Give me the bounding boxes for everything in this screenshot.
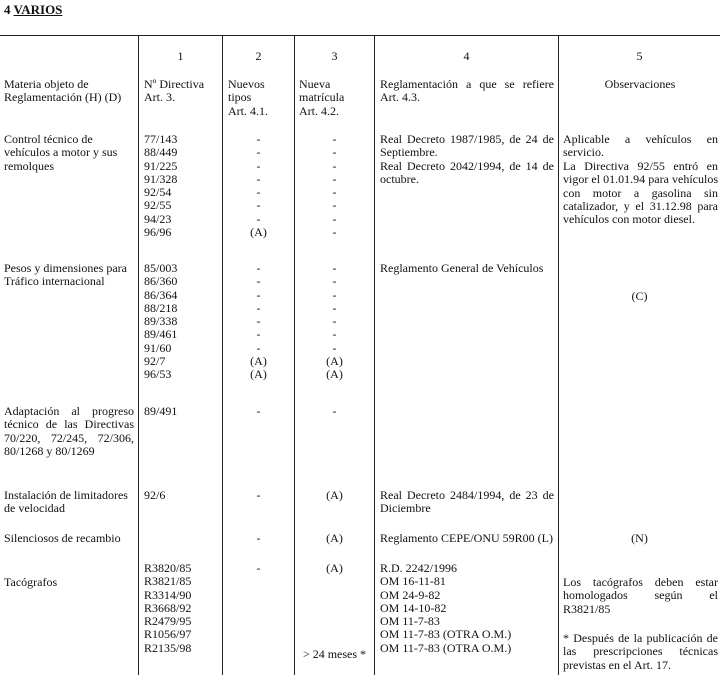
nueva-matricula-item: (A) [326, 367, 343, 382]
nueva-matricula-item: - [332, 185, 337, 200]
directiva-item: 94/23 [144, 211, 172, 226]
directiva-item: R3314/90 [144, 587, 192, 602]
nuevos-tipos-item: - [256, 274, 261, 289]
row-materia: Instalación de limitadores de velocidad [4, 488, 128, 516]
directiva-item: 89/461 [144, 327, 178, 342]
nuevos-tipos-item: - [256, 158, 261, 173]
observaciones-text: Los tacógrafos deben estar homologados según el R3821/85 [563, 575, 718, 616]
column-number-2: 2 [255, 49, 262, 63]
directiva-item: 96/53 [144, 367, 172, 382]
column-number-1: 1 [177, 49, 184, 63]
column-divider-5 [558, 35, 559, 675]
nuevos-tipos-item: - [256, 132, 261, 146]
nueva-matricula-item: (A) [326, 531, 343, 545]
header-observaciones: Observaciones [604, 77, 676, 91]
column-divider-1 [138, 35, 139, 675]
nuevos-tipos-item: - [256, 327, 261, 342]
nueva-matricula-item: - [332, 225, 337, 240]
observaciones-text: (C) [631, 289, 648, 303]
nuevos-tipos-item: (A) [250, 367, 267, 382]
nuevos-tipos-item: - [256, 287, 261, 302]
directiva-item: R3820/85 [144, 561, 192, 575]
row-materia: Adaptación al progreso técnico de las Directivas 70/220, 72/245, 72/306, 80/1268 y 80/1269 [4, 404, 134, 458]
nueva-matricula-list [295, 262, 374, 382]
column-number-4: 4 [463, 49, 470, 63]
nueva-matricula-item: - [332, 404, 337, 418]
section-title [4, 2, 62, 18]
observaciones-text: La Directiva 92/55 entró en vigor el 01.01.94 para vehículos con motor a gasolina sin catalizador, y el 31.12.98 para vehículos con motor diesel. [563, 159, 718, 227]
directiva-item: 92/7 [144, 354, 166, 369]
nuevos-tipos-item: - [256, 198, 261, 213]
directiva-item: 86/364 [144, 287, 178, 302]
nuevos-tipos-item: - [256, 261, 261, 275]
nueva-matricula-item: - [332, 211, 337, 226]
directiva-item: 77/143 [144, 132, 178, 146]
column-number-5: 5 [636, 49, 643, 63]
reglamentacion-item: R.D. 2242/1996 [380, 561, 458, 575]
directiva-item: 92/6 [144, 488, 166, 502]
reglamentacion-item: OM 11-7-83 (OTRA O.M.) [380, 640, 512, 655]
nuevos-tipos-item: - [256, 145, 261, 160]
nueva-matricula-item: (A) [326, 561, 343, 575]
directiva-list [144, 133, 220, 239]
reglamentacion-text: Real Decreto 2484/1994, de 23 de Diciembre [380, 488, 554, 516]
header-reglamentacion: Reglamentación a que se refiere Art. 4.3. [380, 77, 554, 105]
nueva-matricula-item: (A) [326, 354, 343, 369]
directiva-item: 91/328 [144, 171, 178, 186]
nueva-matricula-item: - [332, 171, 337, 186]
header-nueva-matricula: Nueva matrícula Art. 4.2. [299, 77, 345, 118]
row-materia: Pesos y dimensiones para Tráfico internacional [4, 261, 127, 289]
directiva-list [144, 562, 220, 655]
reglamentacion-text: Real Decreto 1987/1985, de 24 de Septiembre. [380, 132, 554, 160]
observaciones-text: * Después de la publicación de las prescripciones técnicas previstas en el Art. 17. [563, 631, 718, 672]
reglamentacion-text: Reglamento CEPE/ONU 59R00 (L) [380, 531, 553, 545]
observaciones-text: (N) [631, 531, 648, 545]
row-materia: Tacógrafos [4, 575, 58, 589]
directiva-item: 92/55 [144, 198, 172, 213]
directiva-item: 88/449 [144, 145, 178, 160]
directiva-item: 96/96 [144, 225, 172, 240]
header-materia: Materia objeto de Reglamentación (H) (D) [4, 77, 122, 105]
nueva-matricula-item: - [332, 261, 337, 275]
reglamentacion-item: OM 11-7-83 [380, 614, 440, 629]
column-divider-4 [374, 35, 375, 675]
directiva-item: R1056/97 [144, 627, 192, 642]
nuevos-tipos-item: - [256, 561, 261, 575]
observaciones-text: Aplicable a vehículos en servicio. [563, 132, 718, 160]
nueva-matricula-item: - [332, 314, 337, 329]
directiva-item: 92/54 [144, 185, 172, 200]
nueva-matricula-item: - [332, 300, 337, 315]
directiva-item: R2479/95 [144, 614, 192, 629]
section-title-text: VARIOS [13, 2, 63, 17]
nuevos-tipos-list [223, 133, 294, 239]
reglamentacion-item: OM 11-7-83 (OTRA O.M.) [380, 627, 512, 642]
nueva-matricula-item: - [332, 132, 337, 146]
nuevos-tipos-item: - [256, 211, 261, 226]
nuevos-tipos-list [223, 262, 294, 382]
nueva-matricula-item: - [332, 287, 337, 302]
row-materia: Silenciosos de recambio [4, 531, 121, 545]
nueva-matricula-item: > 24 meses * [302, 647, 367, 661]
reglamentacion-text: Real Decreto 2042/1994, de 14 de octubre. [380, 159, 554, 187]
nuevos-tipos-item: (A) [250, 225, 267, 240]
nuevos-tipos-item: - [256, 171, 261, 186]
reglamentacion-item: OM 14-10-82 [380, 600, 447, 615]
directiva-item: 89/338 [144, 314, 178, 329]
nuevos-tipos-item: - [256, 300, 261, 315]
column-number-3: 3 [331, 49, 338, 63]
directiva-item: R3821/85 [144, 574, 192, 589]
directiva-list [144, 262, 220, 382]
nuevos-tipos-item: - [256, 531, 261, 545]
nuevos-tipos-item: - [256, 314, 261, 329]
nueva-matricula-item: - [332, 327, 337, 342]
reglamentacion-text: Reglamento General de Vehículos [380, 261, 544, 275]
nueva-matricula-item: - [332, 145, 337, 160]
nuevos-tipos-item: - [256, 340, 261, 355]
section-number: 4 [4, 2, 11, 17]
nuevos-tipos-item: - [256, 185, 261, 200]
reglamentacion-item: OM 16-11-81 [380, 574, 446, 589]
header-directiva: Nº Directiva Art. 3. [144, 77, 205, 105]
nueva-matricula-item: (A) [326, 488, 343, 502]
row-materia: Control técnico de vehículos a motor y sus remolques [4, 132, 118, 173]
table-top-border [0, 35, 720, 36]
directiva-item: 86/360 [144, 274, 178, 289]
directiva-item: R2135/98 [144, 640, 192, 655]
header-nuevos-tipos: Nuevos tipos Art. 4.1. [228, 77, 268, 118]
nuevos-tipos-item: - [256, 404, 261, 418]
nuevos-tipos-item: - [256, 488, 261, 502]
nueva-matricula-item: - [332, 198, 337, 213]
directiva-item: 89/491 [144, 404, 178, 418]
nueva-matricula-item: - [332, 340, 337, 355]
reglamentacion-list [380, 562, 556, 655]
nueva-matricula-item: - [332, 158, 337, 173]
nueva-matricula-list [295, 133, 374, 239]
nuevos-tipos-item: (A) [250, 354, 267, 369]
directiva-item: 91/225 [144, 158, 178, 173]
directiva-item: 85/003 [144, 261, 178, 275]
directiva-item: 91/60 [144, 340, 172, 355]
nueva-matricula-item: - [332, 274, 337, 289]
directiva-item: 88/218 [144, 300, 178, 315]
directiva-item: R3668/92 [144, 600, 192, 615]
reglamentacion-item: OM 24-9-82 [380, 587, 441, 602]
